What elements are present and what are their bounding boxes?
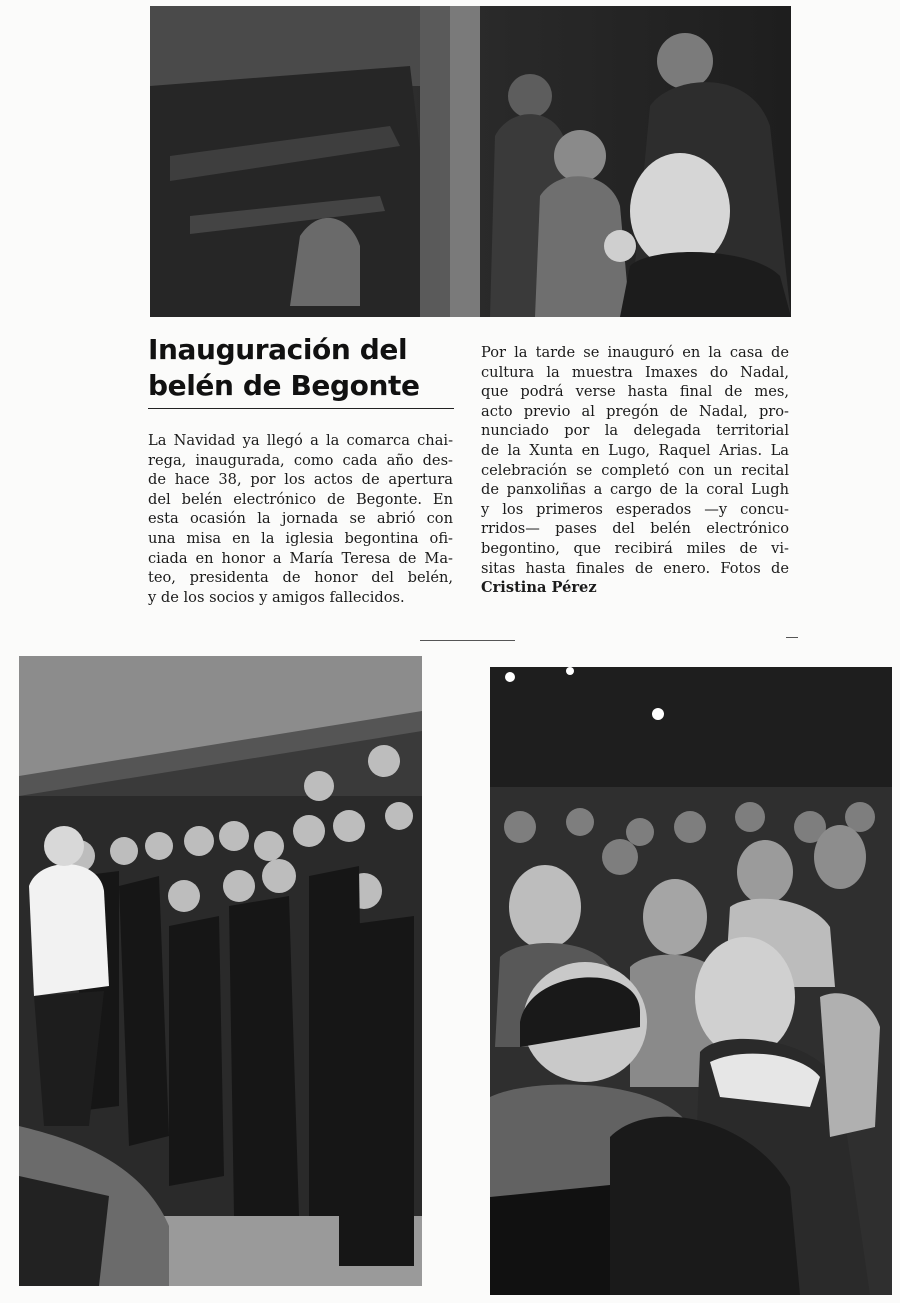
body-line: acto previo al pregón de Nadal, pro- [481, 402, 789, 420]
body-line: La Navidad ya llegó a la comarca chai- [148, 432, 453, 449]
photo-credit: Cristina Pérez [481, 579, 597, 597]
body-line: y de los socios y amigos fallecidos. [148, 588, 405, 606]
article-body-column-2 [481, 343, 789, 598]
body-line: rega, inaugurada, como cada año des- [148, 451, 453, 469]
article-body-column-1 [148, 431, 453, 607]
section-divider [420, 640, 515, 641]
body-line: y los primeros esperados —y concu- [481, 500, 789, 518]
body-line: nunciado por la delegada territorial [481, 422, 789, 440]
body-line: una misa en la iglesia begontina ofi- [148, 529, 453, 547]
body-line: ciada en honor a María Teresa de Ma- [148, 549, 453, 567]
body-line: que podrá verse hasta final de mes, [481, 383, 789, 401]
body-line: Por la tarde se inauguró en la casa de [481, 344, 789, 361]
body-line: esta ocasión la jornada se abrió con [148, 510, 453, 528]
body-line: de hace 38, por los actos de apertura [148, 471, 453, 489]
body-line: teo, presidenta de honor del belén, [148, 569, 453, 587]
headline-line-2: belén de Begonte [148, 369, 420, 402]
body-line: de la Xunta en Lugo, Raquel Arias. La [481, 441, 789, 459]
body-line: sitas hasta finales de enero. Fotos de [481, 559, 789, 577]
body-line: cultura la muestra Imaxes do Nadal, [481, 363, 789, 381]
body-line: rridos— pases del belén electrónico [481, 520, 789, 538]
body-line: del belén electrónico de Begonte. En [148, 490, 453, 508]
body-line: de panxoliñas a cargo de la coral Lugh [481, 481, 789, 499]
body-line: begontino, que recibirá miles de vi- [481, 539, 789, 557]
section-divider [786, 637, 798, 638]
article-headline [148, 332, 460, 404]
photo-audience [490, 667, 892, 1295]
photo-belen-visitors [150, 6, 791, 317]
photo-choir [19, 656, 422, 1286]
body-line: celebración se completó con un recital [481, 461, 789, 479]
headline-underline [148, 408, 454, 409]
headline-line-1: Inauguración del [148, 333, 408, 366]
